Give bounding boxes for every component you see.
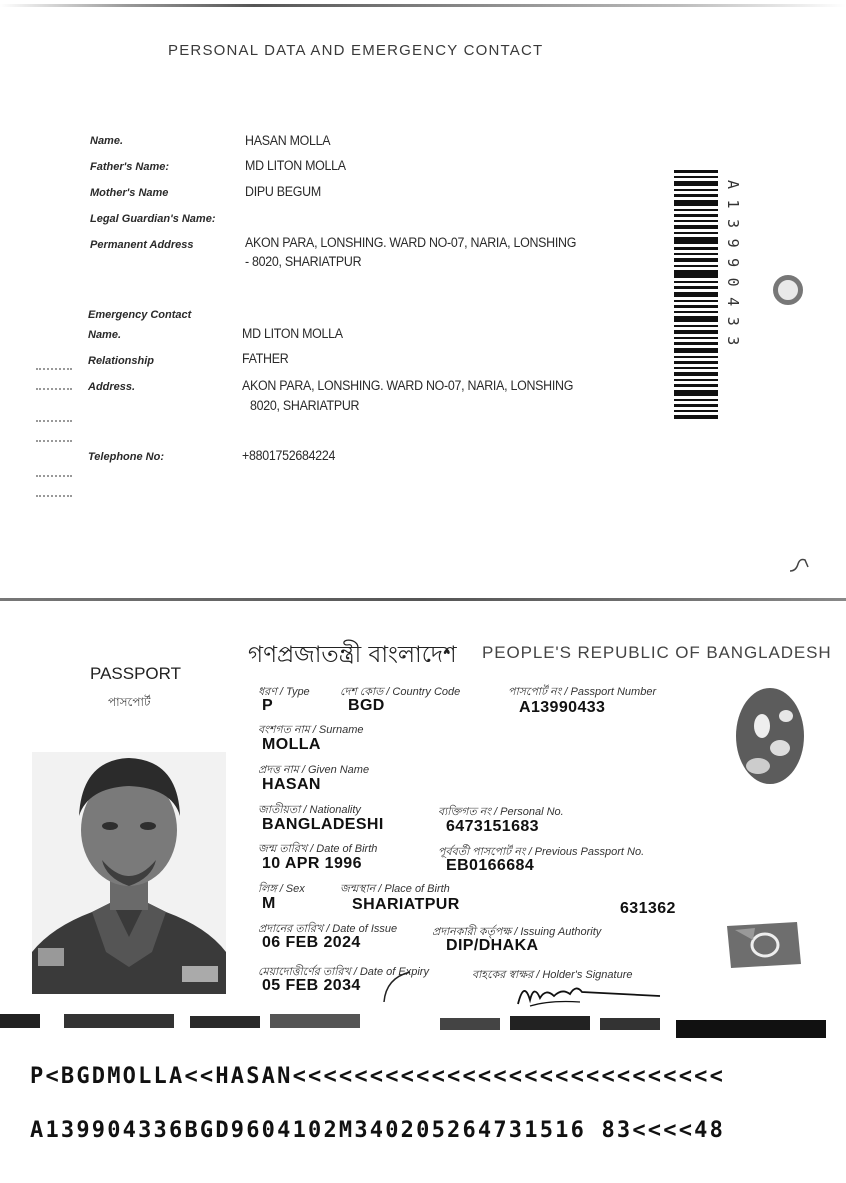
barcode-graphic bbox=[674, 170, 718, 430]
type-label: ধরণ / Type bbox=[258, 686, 310, 698]
previous-passport-label: পূর্ববর্তী পাসপোর্ট নং / Previous Passport No. bbox=[438, 846, 645, 858]
country-name-english: PEOPLE'S REPUBLIC OF BANGLADESH bbox=[482, 643, 832, 662]
country-name-bangla: গণপ্রজাতন্ত্রী বাংলাদেশ bbox=[248, 642, 457, 668]
page-top-edge bbox=[0, 4, 846, 7]
emergency-name-label: Name. bbox=[88, 329, 122, 341]
dob-value: 10 APR 1996 bbox=[262, 855, 362, 872]
name-value: HASAN MOLLA bbox=[245, 133, 331, 148]
code-number-value: 631362 bbox=[620, 900, 676, 917]
emergency-address-line1: AKON PARA, LONSHING. WARD NO-07, NARIA, LONSHING bbox=[242, 378, 574, 393]
mother-name-label: Mother's Name bbox=[90, 187, 169, 199]
margin-dots bbox=[36, 475, 72, 497]
father-name-value: MD LITON MOLLA bbox=[245, 158, 346, 173]
expiry-date-label: মেয়াদোত্তীর্ণের তারিখ / Date of Expiry bbox=[258, 966, 429, 978]
expiry-stroke-mark bbox=[380, 968, 420, 1004]
surname-label: বংশগত নাম / Surname bbox=[258, 724, 364, 736]
surname-value: MOLLA bbox=[262, 736, 321, 753]
type-value: P bbox=[262, 697, 274, 714]
permanent-address-line1: AKON PARA, LONSHING. WARD NO-07, NARIA, LONSHING bbox=[245, 235, 577, 250]
dob-label: জন্ম তারিখ / Date of Birth bbox=[258, 843, 378, 855]
passport-heading-bangla: পাসপোর্ট bbox=[108, 695, 151, 709]
place-of-birth-label: জন্মস্থান / Place of Birth bbox=[340, 883, 450, 895]
name-label: Name. bbox=[90, 135, 124, 147]
relationship-label: Relationship bbox=[88, 355, 155, 367]
country-code-label: দেশ কোড / Country Code bbox=[340, 686, 461, 698]
passport-number-value: A13990433 bbox=[519, 699, 606, 716]
personal-no-value: 6473151683 bbox=[446, 818, 539, 835]
previous-passport-value: EB0166684 bbox=[446, 857, 535, 874]
telephone-label: Telephone No: bbox=[88, 451, 164, 463]
margin-dots bbox=[36, 368, 72, 390]
permanent-address-line2: - 8020, SHARIATPUR bbox=[245, 254, 362, 269]
personal-no-label: ব্যক্তিগত নং / Personal No. bbox=[438, 806, 564, 818]
sex-label: লিঙ্গ / Sex bbox=[258, 883, 305, 895]
place-of-birth-value: SHARIATPUR bbox=[352, 896, 460, 913]
expiry-date-value: 05 FEB 2034 bbox=[262, 977, 361, 994]
personal-data-title: PERSONAL DATA AND EMERGENCY CONTACT bbox=[168, 42, 544, 59]
emergency-name-value: MD LITON MOLLA bbox=[242, 326, 343, 341]
country-code-value: BGD bbox=[348, 697, 385, 714]
page-fold-line bbox=[0, 598, 846, 601]
mrz-line-2: A139904336BGD9604102M340205264731516 83<<<<48 bbox=[30, 1118, 726, 1143]
issuing-authority-value: DIP/DHAKA bbox=[446, 937, 539, 954]
punch-hole-icon bbox=[773, 275, 803, 305]
barcode-number: A13990433 bbox=[724, 180, 742, 356]
given-name-value: HASAN bbox=[262, 776, 321, 793]
page-corner-mark bbox=[788, 557, 810, 573]
issue-date-value: 06 FEB 2024 bbox=[262, 934, 361, 951]
telephone-value: +8801752684224 bbox=[242, 448, 336, 463]
passport-heading: PASSPORT bbox=[90, 664, 182, 683]
mrz-line-1: P<BGDMOLLA<<HASAN<<<<<<<<<<<<<<<<<<<<<<<<<<<< bbox=[30, 1064, 726, 1089]
security-strip bbox=[0, 1010, 846, 1046]
sex-value: M bbox=[262, 895, 276, 912]
guardian-name-label: Legal Guardian's Name: bbox=[90, 213, 216, 225]
permanent-address-label: Permanent Address bbox=[90, 239, 194, 251]
passport-number-label: পাসপোর্ট নং / Passport Number bbox=[508, 686, 657, 698]
margin-dots bbox=[36, 420, 72, 442]
holder-signature-label: বাহকের স্বাক্ষর / Holder's Signature bbox=[472, 969, 633, 981]
relationship-value: FATHER bbox=[242, 351, 289, 366]
signature-graphic bbox=[510, 970, 670, 1012]
emergency-address-label: Address. bbox=[88, 381, 136, 393]
issuing-authority-label: প্রদানকারী কর্তৃপক্ষ / Issuing Authority bbox=[432, 926, 602, 938]
emergency-contact-heading: Emergency Contact bbox=[88, 309, 192, 321]
holder-photo bbox=[32, 752, 226, 994]
nationality-label: জাতীয়তা / Nationality bbox=[258, 804, 361, 816]
father-name-label: Father's Name: bbox=[90, 161, 170, 173]
flag-hologram-icon bbox=[725, 920, 803, 970]
emergency-address-line2: 8020, SHARIATPUR bbox=[250, 398, 360, 413]
nationality-value: BANGLADESHI bbox=[262, 816, 384, 833]
mother-name-value: DIPU BEGUM bbox=[245, 184, 321, 199]
issue-date-label: প্রদানের তারিখ / Date of Issue bbox=[258, 923, 398, 935]
given-name-label: প্রদত্ত নাম / Given Name bbox=[258, 764, 370, 776]
ghost-portrait-icon bbox=[732, 686, 806, 794]
